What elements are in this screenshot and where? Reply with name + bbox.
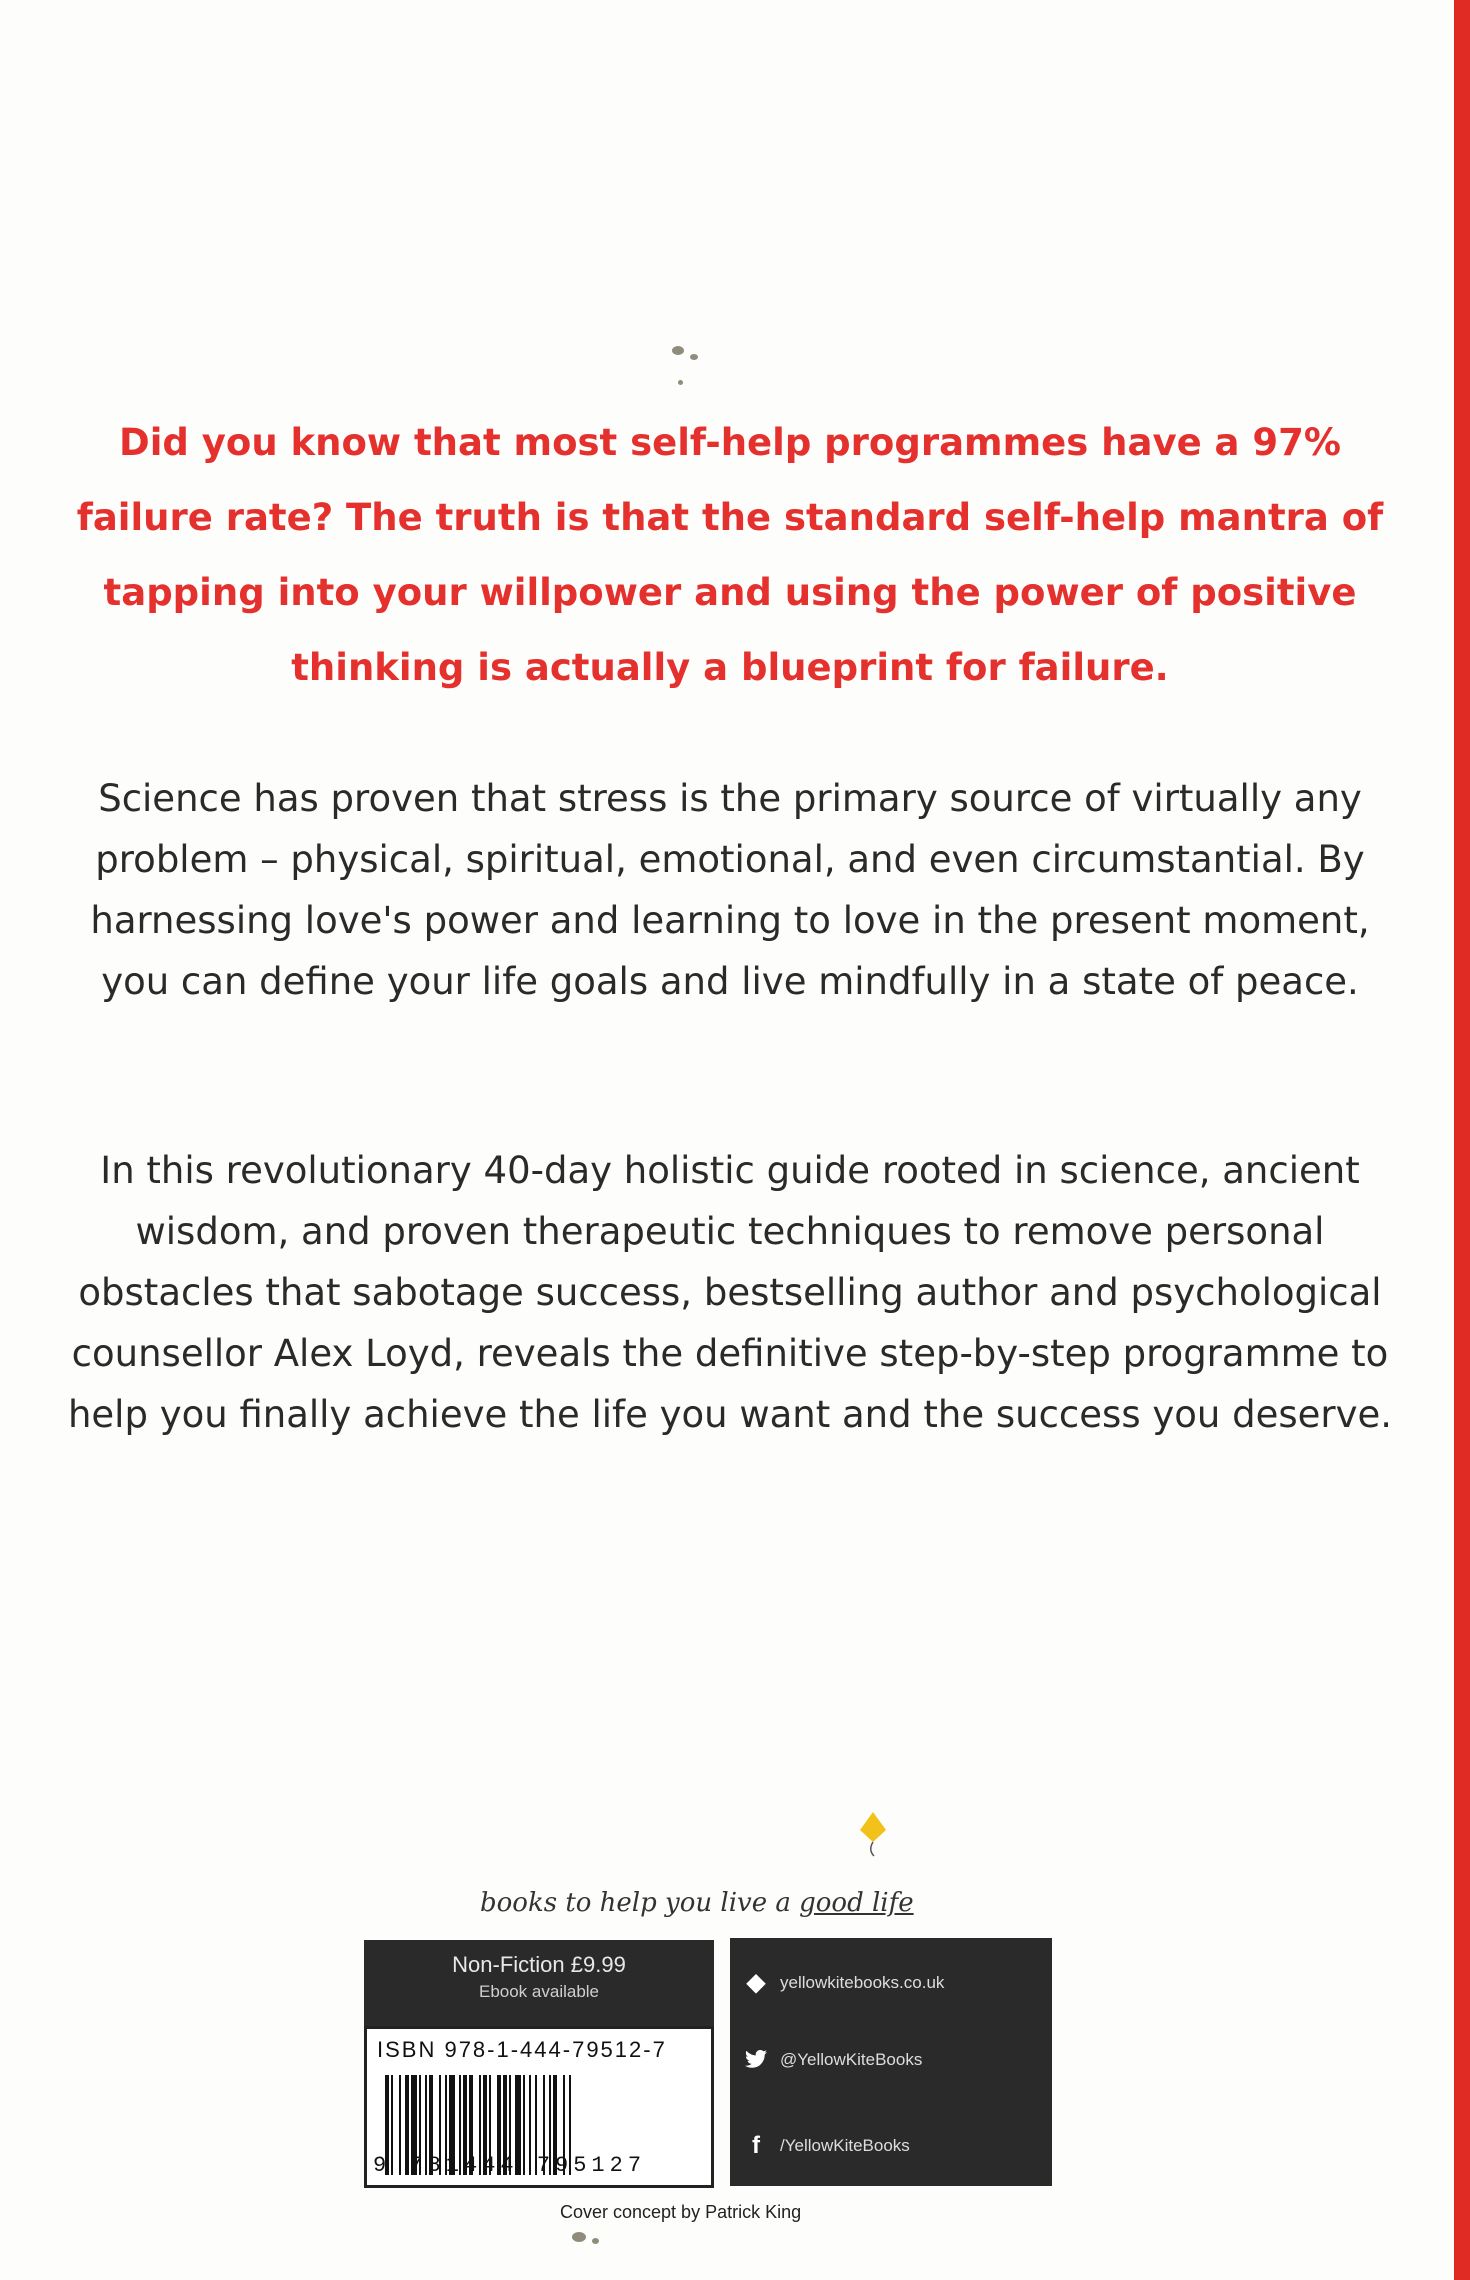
body-paragraph-1: Science has proven that stress is the primary source of virtually any problem – physical, spiritual, emotional, and even circumstantial. By harnessing love's power and learning to love in the present moment, you can define your life goals and live mindfully in a state of peace. — [90, 777, 1370, 1003]
speck — [678, 380, 683, 385]
website-text: yellowkitebooks.co.uk — [780, 1972, 945, 1992]
spine-edge — [1454, 0, 1470, 2280]
barcode-box — [364, 2026, 714, 2188]
twitter-row[interactable] — [744, 2050, 922, 2070]
isbn-label: ISBN 978-1-444-79512-7 — [377, 2037, 667, 2062]
price-label: Non-Fiction £9.99 — [452, 1952, 626, 1977]
speck — [572, 2232, 586, 2242]
speck — [672, 346, 684, 355]
facebook-text: /YellowKiteBooks — [780, 2136, 910, 2155]
website-row[interactable] — [744, 1968, 944, 1997]
facebook-row[interactable] — [744, 2132, 910, 2160]
cover-credit: Cover concept by Patrick King — [560, 2202, 802, 2222]
barcode-digits: 9 781444 795127 — [373, 2153, 647, 2178]
speck — [690, 354, 698, 360]
tagline-emphasis: good life — [799, 1888, 914, 1918]
facebook-icon: f — [752, 2132, 760, 2159]
social-panel — [730, 1938, 1052, 2186]
price-box — [364, 1940, 714, 2026]
kite-icon — [858, 1812, 888, 1860]
publisher-tagline — [480, 1888, 914, 1918]
body-paragraph-2: In this revolutionary 40-day holistic guide rooted in science, ancient wisdom, and proven therapeutic techniques to remove personal obstacles that sabotage success, bestselling author and psychological counsellor Alex Loyd, reveals the definitive step-by-step programme to help you finally achieve the life you want and the success you deserve. — [67, 1149, 1393, 1436]
twitter-text: @YellowKiteBooks — [780, 2050, 923, 2069]
twitter-icon — [744, 2050, 768, 2070]
location-pin-icon: ◆ — [746, 1969, 766, 1996]
tagline-prefix: books to help you live a — [480, 1888, 800, 1918]
speck — [592, 2238, 599, 2244]
ebook-label: Ebook available — [478, 1982, 600, 2001]
lead-paragraph: Did you know that most self-help programmes have a 97% failure rate? The truth is that the standard self-help mantra of tapping into your willpower and using the power of positive thinking is actually a blueprint for failure. — [76, 421, 1384, 689]
